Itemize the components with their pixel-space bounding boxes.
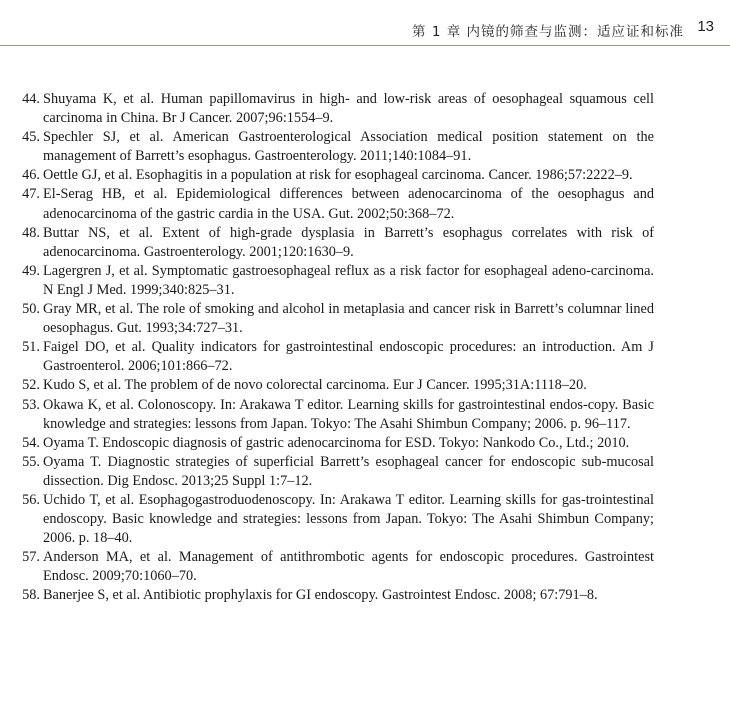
reference-number: 46. — [22, 167, 40, 184]
reference-item — [14, 185, 654, 223]
reference-text: Uchido T, et al. Esophagogastroduodenoscopy. In: Arakawa T editor. Learning skills for gas-trointestinal endoscopy. Basic knowledge and strategies: lessons from Japan. Tokyo: The Asahi Shimbun Company; 2006. p. 18–40. — [43, 491, 654, 547]
reference-text: Lagergren J, et al. Symptomatic gastroesophageal reflux as a risk factor for esophageal adeno-carcinoma. N Engl J Med. 1999;340:825–31. — [43, 262, 654, 298]
reference-item — [14, 300, 654, 338]
reference-text: Okawa K, et al. Colonoscopy. In: Arakawa T editor. Learning skills for gastrointestinal endos-copy. Basic knowledge and strategies: lessons from Japan. Tokyo: The Asahi Shimbun Company; 2006. p. 96–117. — [43, 396, 654, 432]
reference-number: 54. — [22, 434, 40, 451]
reference-number: 50. — [22, 301, 40, 318]
reference-item — [14, 396, 654, 434]
reference-text: Oettle GJ, et al. Esophagitis in a population at risk for esophageal carcinoma. Cancer. 1986;57:2222–9. — [43, 167, 633, 184]
reference-text: Banerjee S, et al. Antibiotic prophylaxis for GI endoscopy. Gastrointest Endosc. 2008; 67:791–8. — [43, 587, 598, 604]
reference-text: El-Serag HB, et al. Epidemiological differences between adenocarcinoma of the oesophagus and adenocarcinoma of the gastric cardia in the USA. Gut. 2002;50:368–72. — [43, 186, 654, 222]
reference-text: Shuyama K, et al. Human papillomavirus in high- and low-risk areas of oesophageal squamous cell carcinoma in China. Br J Cancer. 2007;96:1554–9. — [43, 91, 654, 127]
reference-number: 58. — [22, 587, 40, 604]
reference-number: 49. — [22, 262, 40, 279]
reference-item — [14, 262, 654, 300]
reference-number: 56. — [22, 491, 40, 508]
header-divider — [0, 45, 730, 46]
reference-text: Faigel DO, et al. Quality indicators for gastrointestinal endoscopic procedures: an introduction. Am J Gastroenterol. 2006;101:866–72. — [43, 339, 654, 375]
reference-item — [14, 376, 654, 395]
page-header — [0, 0, 730, 46]
reference-text: Oyama T. Endoscopic diagnosis of gastric adenocarcinoma for ESD. Tokyo: Nankodo Co., Ltd.; 2010. — [43, 434, 630, 451]
reference-text: Gray MR, et al. The role of smoking and alcohol in metaplasia and cancer risk in Barrett’s columnar lined oesophagus. Gut. 1993;34:727–31. — [43, 301, 654, 337]
reference-item — [14, 453, 654, 491]
reference-item — [14, 166, 654, 185]
reference-list — [14, 90, 654, 606]
reference-item — [14, 548, 654, 586]
chapter-title: 第 1 章 内镜的筛查与监测：适应证和标准 — [412, 24, 684, 40]
reference-number: 51. — [22, 339, 40, 356]
reference-text: Buttar NS, et al. Extent of high-grade dysplasia in Barrett’s esophagus correlates with risk of adenocarcinoma. Gastroenterology. 2001;120:1630–9. — [43, 224, 654, 260]
page-number: 13 — [697, 18, 714, 35]
reference-number: 53. — [22, 396, 40, 413]
reference-item — [14, 586, 654, 605]
reference-item — [14, 434, 654, 453]
reference-number: 55. — [22, 453, 40, 470]
reference-item — [14, 224, 654, 262]
reference-number: 45. — [22, 129, 40, 146]
reference-item — [14, 338, 654, 376]
reference-number: 52. — [22, 377, 40, 394]
reference-number: 57. — [22, 549, 40, 566]
reference-number: 48. — [22, 224, 40, 241]
reference-item — [14, 491, 654, 548]
reference-item — [14, 128, 654, 166]
reference-text: Kudo S, et al. The problem of de novo colorectal carcinoma. Eur J Cancer. 1995;31A:1118–20. — [43, 377, 587, 394]
reference-number: 47. — [22, 186, 40, 203]
reference-item — [14, 90, 654, 128]
reference-text: Oyama T. Diagnostic strategies of superficial Barrett’s esophageal cancer for endoscopic sub-mucosal dissection. Dig Endosc. 2013;25 Suppl 1:7–12. — [43, 453, 654, 489]
reference-text: Spechler SJ, et al. American Gastroenterological Association medical position statement on the management of Barrett’s esophagus. Gastroenterology. 2011;140:1084–91. — [43, 129, 654, 165]
reference-text: Anderson MA, et al. Management of antithrombotic agents for endoscopic procedures. Gastrointest Endosc. 2009;70:1060–70. — [43, 549, 654, 585]
reference-number: 44. — [22, 91, 40, 107]
